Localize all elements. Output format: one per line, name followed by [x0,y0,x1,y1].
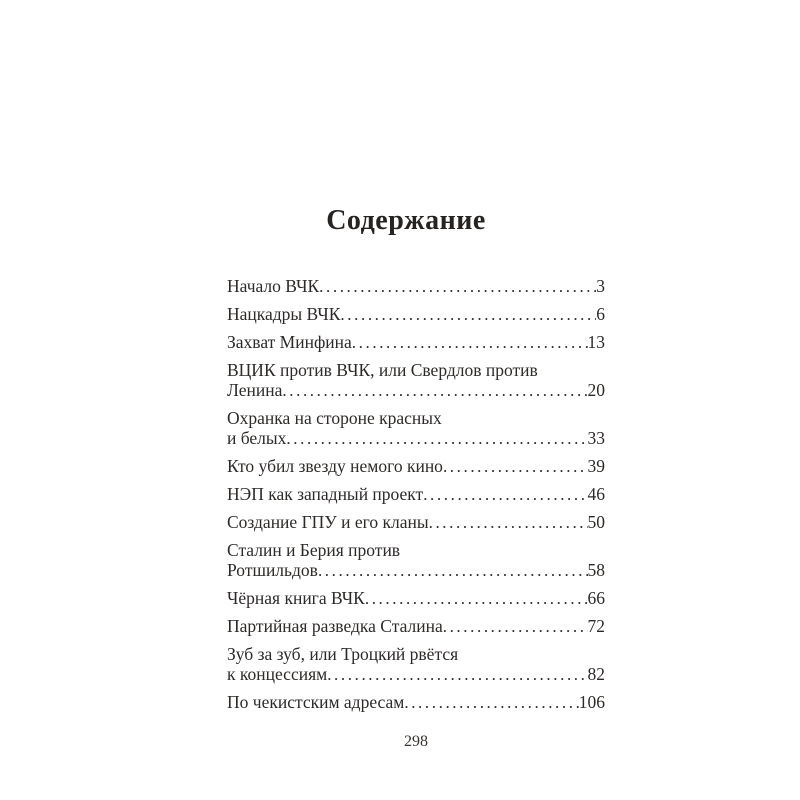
page-title: Содержание [326,205,486,236]
toc-entry-main-line [227,456,605,477]
toc-entry-title: Кто убил звезду немого кино [227,456,443,476]
toc-entry-page: 6 [596,304,605,324]
toc-entry-page: 72 [587,616,605,636]
toc-entry-wrap-line: Охранка на стороне красных [227,408,442,428]
toc-entry [227,304,605,325]
toc-entry-wrap-line: Зуб за зуб, или Троцкий рвётся [227,644,459,664]
toc-entry-title: По чекистским адресам [227,692,405,712]
dot-leader [282,380,587,401]
toc-entry-main-line [227,276,605,297]
toc-entry-page: 50 [587,512,605,532]
toc-entry [227,332,605,353]
dot-leader [423,484,587,505]
dot-leader [352,332,588,353]
toc-entry-page: 66 [587,588,605,608]
toc-entry-wrap-line: ВЦИК против ВЧК, или Свердлов против [227,360,538,380]
toc-entry-page: 39 [587,456,605,476]
toc-entry-page: 58 [587,560,605,580]
toc-entry-main-line [227,484,605,505]
toc-entry-main-line [227,692,605,713]
toc-entry-title: Захват Минфина [227,332,352,352]
dot-leader [286,428,587,449]
toc-entry-main-line [227,304,605,325]
toc-entry-page: 20 [587,380,605,400]
toc-entry-title: Ротшильдов [227,560,318,580]
toc-entry-title: Создание ГПУ и его кланы [227,512,429,532]
toc-entry-page: 46 [587,484,605,504]
dot-leader [429,512,588,533]
toc-entry-wrap-line: Сталин и Берия против [227,540,401,560]
toc-entry [227,276,605,297]
toc-entry [227,484,605,505]
toc-entry-title: к концессиям [227,664,328,684]
dot-leader [443,456,588,477]
toc-entry [227,588,605,609]
dot-leader [327,664,587,685]
toc-entry-main-line [227,428,605,449]
toc-entry [227,456,605,477]
dot-leader [340,304,596,325]
table-of-contents [227,276,605,720]
toc-entry [227,408,605,449]
toc-entry-title: и белых [227,428,287,448]
toc-entry [227,360,605,401]
toc-entry-title: Начало ВЧК [227,276,320,296]
toc-entry-title: Ленина [227,380,283,400]
toc-entry-page: 13 [587,332,605,352]
toc-entry-main-line [227,332,605,353]
toc-entry-page: 82 [587,664,605,684]
toc-entry-main-line [227,560,605,581]
toc-entry-page: 3 [596,276,605,296]
toc-entry-page: 106 [578,692,605,712]
page-number: 298 [404,733,428,750]
dot-leader [443,616,588,637]
toc-entry-main-line [227,664,605,685]
toc-entry [227,512,605,533]
toc-entry-main-line [227,588,605,609]
toc-entry-main-line [227,380,605,401]
toc-entry [227,616,605,637]
toc-entry-page: 33 [587,428,605,448]
toc-entry [227,644,605,685]
dot-leader [318,560,588,581]
toc-entry-title: Чёрная книга ВЧК [227,588,365,608]
dot-leader [365,588,588,609]
dot-leader [319,276,596,297]
toc-entry-title: Нацкадры ВЧК [227,304,341,324]
toc-entry-title: НЭП как западный проект [227,484,424,504]
toc-entry-title: Партийная разведка Сталина [227,616,443,636]
toc-entry [227,540,605,581]
toc-entry [227,692,605,713]
toc-entry-main-line [227,616,605,637]
toc-entry-main-line [227,512,605,533]
dot-leader [404,692,578,713]
